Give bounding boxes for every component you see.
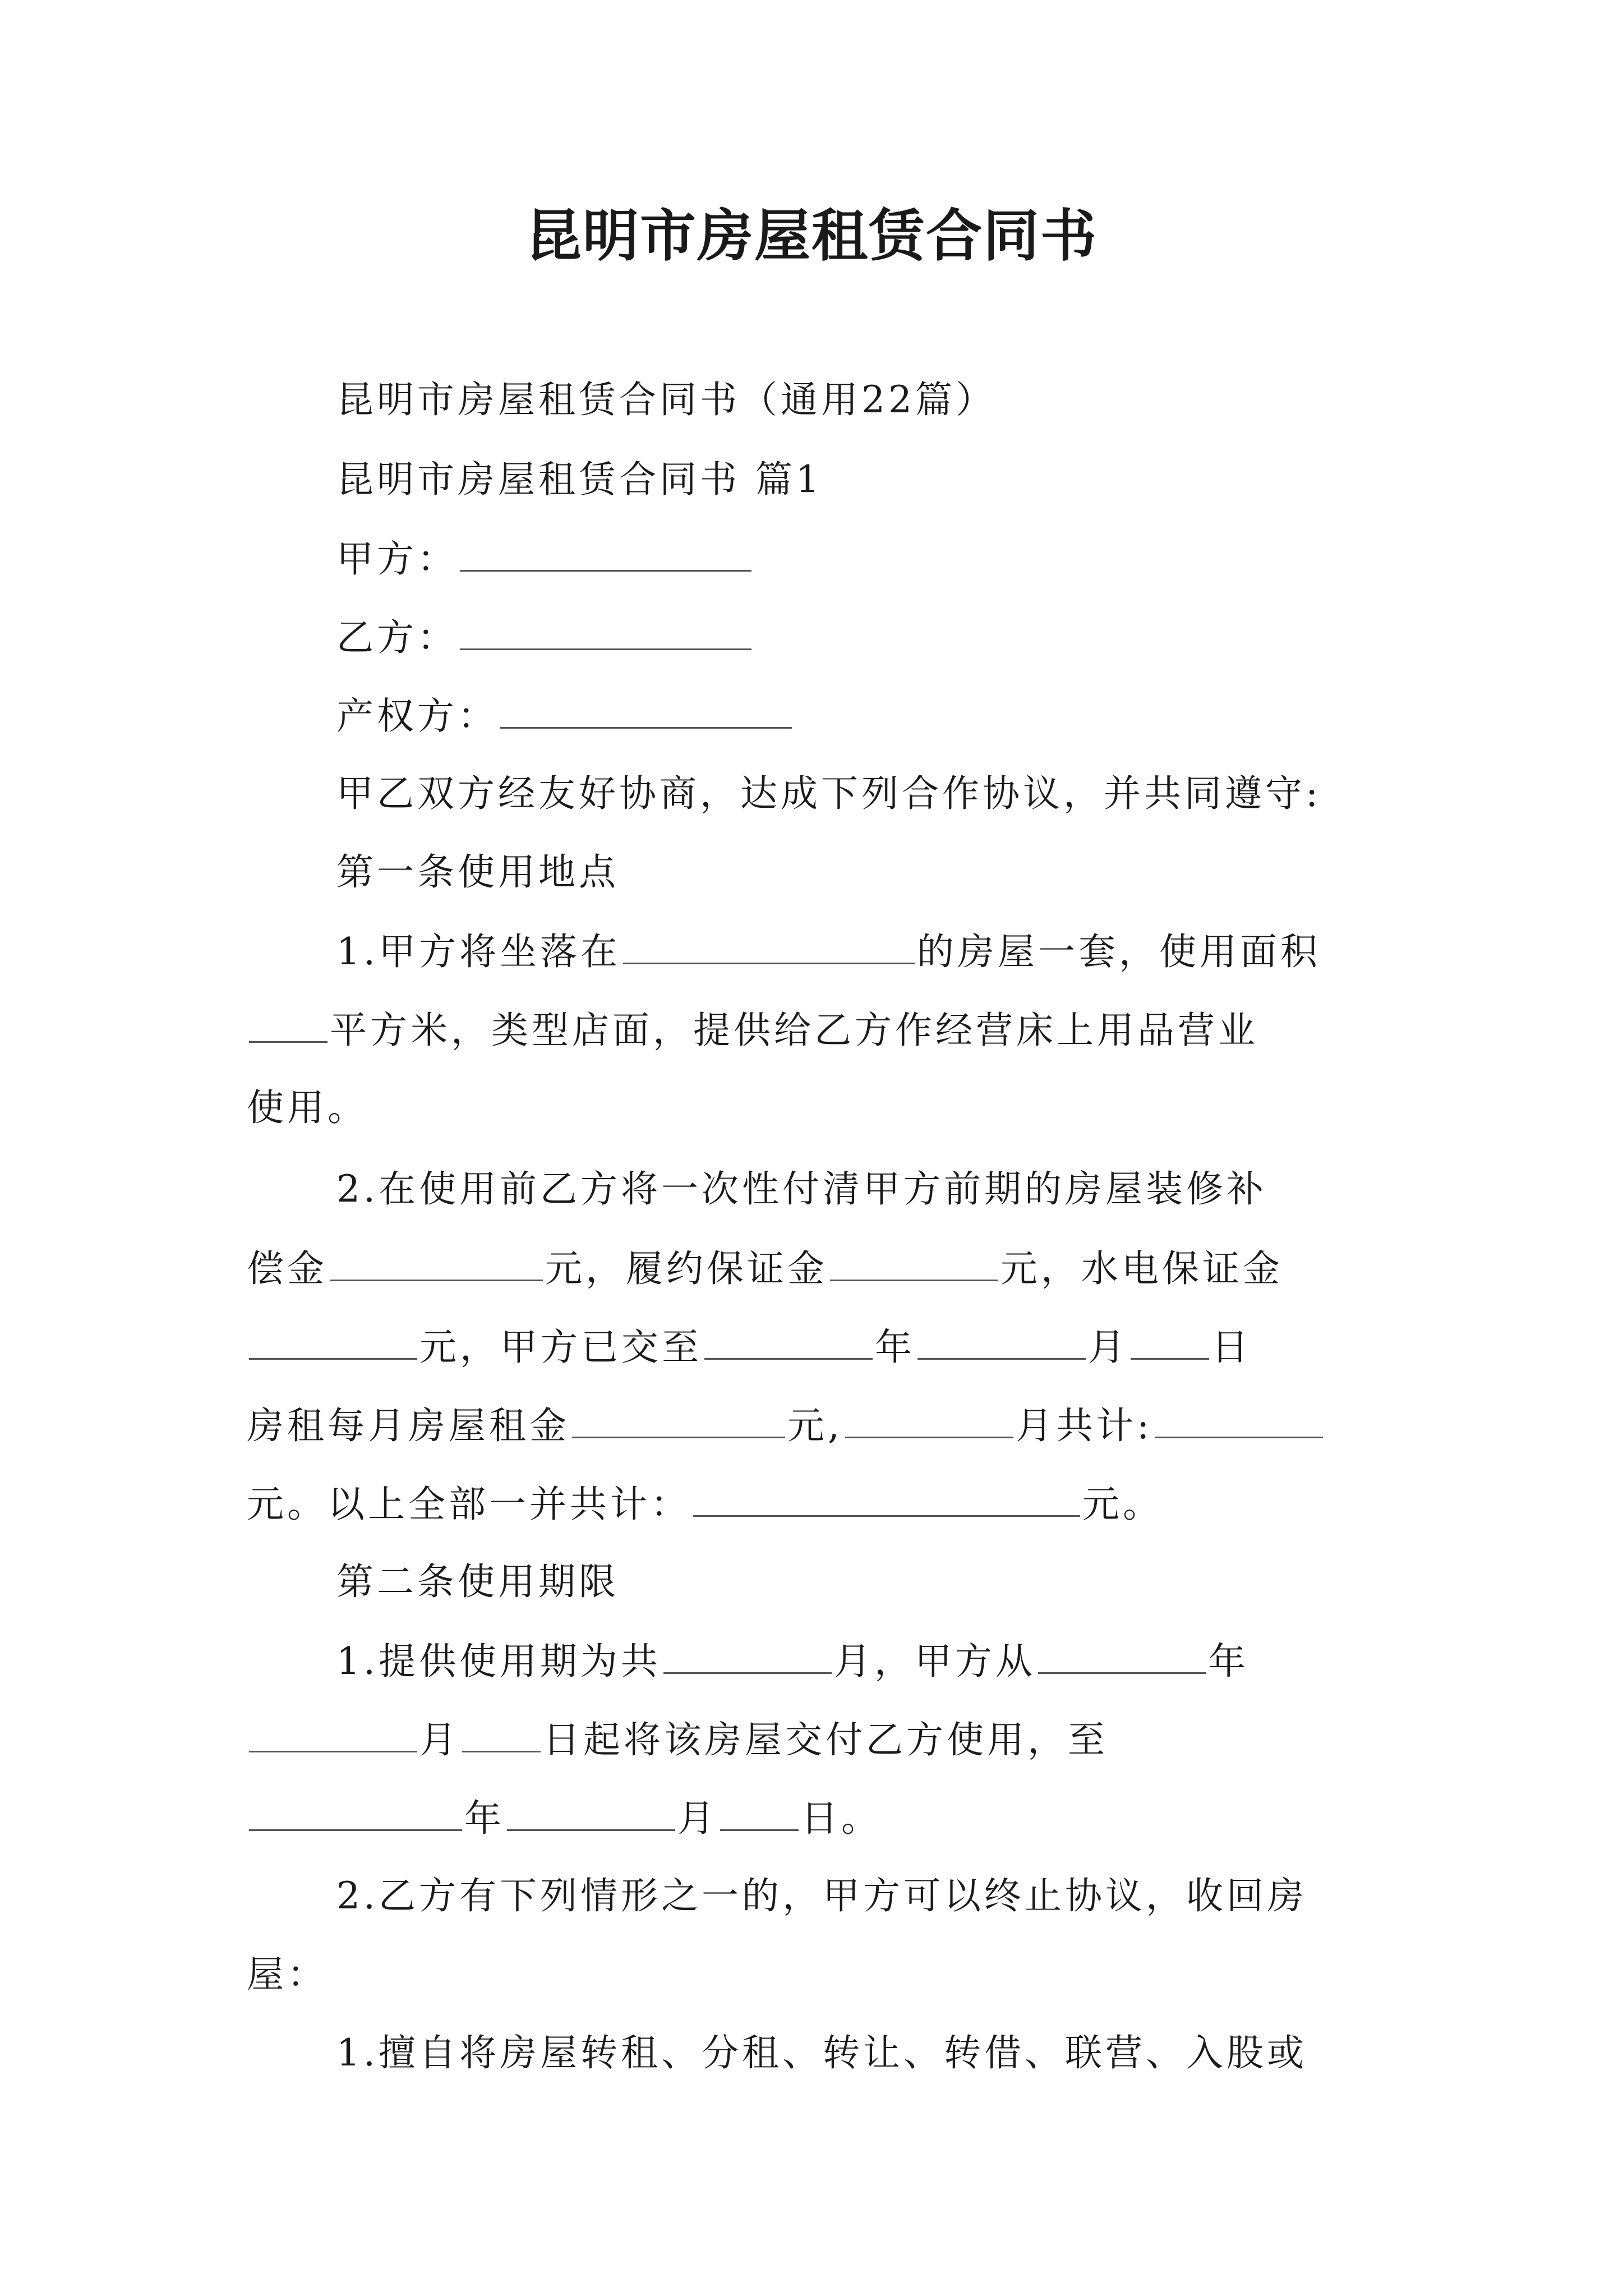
art2-clause2-line2: 屋： <box>247 1953 328 1996</box>
art2-clause3-line1: 1.擅自将房屋转租、分租、转让、转借、联营、入股或 <box>336 2031 1307 2074</box>
text-span: 年 <box>464 1797 505 1840</box>
art2-clause1-line3 <box>247 1792 882 1844</box>
monthly-rent-blank <box>572 1400 785 1438</box>
party-a-line <box>336 533 754 585</box>
art1-clause1-line2 <box>247 1004 1258 1056</box>
text-span: 月，甲方从 <box>833 1640 1036 1683</box>
art1-clause2-line3 <box>247 1321 1252 1373</box>
text-span: 年 <box>875 1326 915 1369</box>
text-span: 日 <box>1211 1326 1252 1369</box>
party-a-blank <box>460 533 751 572</box>
area-blank <box>249 1004 328 1043</box>
paid-day-blank <box>1131 1321 1209 1360</box>
text-span: 房租每月房屋租金 <box>247 1404 570 1447</box>
utility-deposit-blank <box>249 1321 417 1360</box>
text-span: 元。 <box>1082 1483 1163 1526</box>
intro-paragraph: 甲乙双方经友好协商，达成下列合作协议，并共同遵守: <box>336 772 1322 815</box>
art1-clause2-line1: 2.在使用前乙方将一次性付清甲方前期的房屋装修补 <box>336 1167 1267 1211</box>
art2-clause2-line1: 2.乙方有下列情形之一的，甲方可以终止协议，收回房 <box>336 1874 1307 1917</box>
text-span: 的房屋一套，使用面积 <box>916 930 1321 973</box>
text-span: 元，水电保证金 <box>1000 1247 1283 1290</box>
art2-clause1-line2 <box>247 1714 1108 1765</box>
term-months-blank <box>663 1635 832 1674</box>
party-b-label: 乙方： <box>336 616 458 659</box>
party-a-label: 甲方： <box>336 537 458 581</box>
text-span: 元。以上全部一并共计： <box>247 1483 691 1526</box>
article-2-title: 第二条使用期限 <box>336 1560 619 1603</box>
end-day-blank <box>720 1792 799 1831</box>
owner-blank <box>500 690 792 729</box>
paid-year-blank <box>704 1321 873 1360</box>
text-span: 月 <box>677 1797 718 1840</box>
party-b-blank <box>460 611 751 650</box>
end-year-blank <box>249 1792 462 1831</box>
art1-clause1-line3: 使用。 <box>247 1086 368 1129</box>
text-span: 月 <box>419 1718 460 1761</box>
text-span: 元，履约保证金 <box>545 1247 828 1290</box>
start-year-blank <box>1038 1635 1206 1674</box>
text-span: 平方米，类型店面，提供给乙方作经营床上用品营业 <box>330 1009 1258 1052</box>
paid-month-blank <box>917 1321 1086 1360</box>
end-month-blank <box>507 1792 675 1831</box>
compensation-blank <box>330 1243 543 1281</box>
document-title: 昆明市房屋租赁合同书 <box>525 203 1098 269</box>
text-span: 年 <box>1208 1640 1249 1683</box>
owner-label: 产权方： <box>336 694 498 738</box>
text-span: 月 <box>1088 1326 1128 1369</box>
art2-clause1-line1 <box>336 1635 1249 1687</box>
party-b-line <box>336 611 754 663</box>
start-month-blank <box>249 1714 417 1752</box>
deposit-blank <box>830 1243 998 1281</box>
section-heading: 昆明市房屋租赁合同书 篇1 <box>336 458 823 501</box>
text-span: 偿金 <box>247 1247 328 1290</box>
text-span: 1.甲方将坐落在 <box>336 930 621 973</box>
art1-clause2-line5 <box>247 1478 1163 1530</box>
total-rent-blank <box>1155 1400 1323 1438</box>
art1-clause2-line2 <box>247 1243 1283 1294</box>
text-span: 日。 <box>801 1797 882 1840</box>
start-day-blank <box>462 1714 541 1752</box>
months-blank <box>845 1400 1013 1438</box>
art1-clause2-line4 <box>247 1400 1325 1451</box>
text-span: 元, <box>787 1404 843 1447</box>
text-span: 元，甲方已交至 <box>419 1326 702 1369</box>
grand-total-blank <box>693 1478 1080 1517</box>
text-span: 1.提供使用期为共 <box>336 1640 661 1683</box>
location-blank <box>623 926 915 964</box>
art1-clause1-line1 <box>336 926 1321 977</box>
subtitle: 昆明市房屋租赁合同书（通用22篇） <box>336 378 996 421</box>
text-span: 日起将该房屋交付乙方使用，至 <box>543 1718 1108 1761</box>
text-span: 月共计: <box>1015 1404 1153 1447</box>
owner-line <box>336 690 794 742</box>
article-1-title: 第一条使用地点 <box>336 850 619 894</box>
